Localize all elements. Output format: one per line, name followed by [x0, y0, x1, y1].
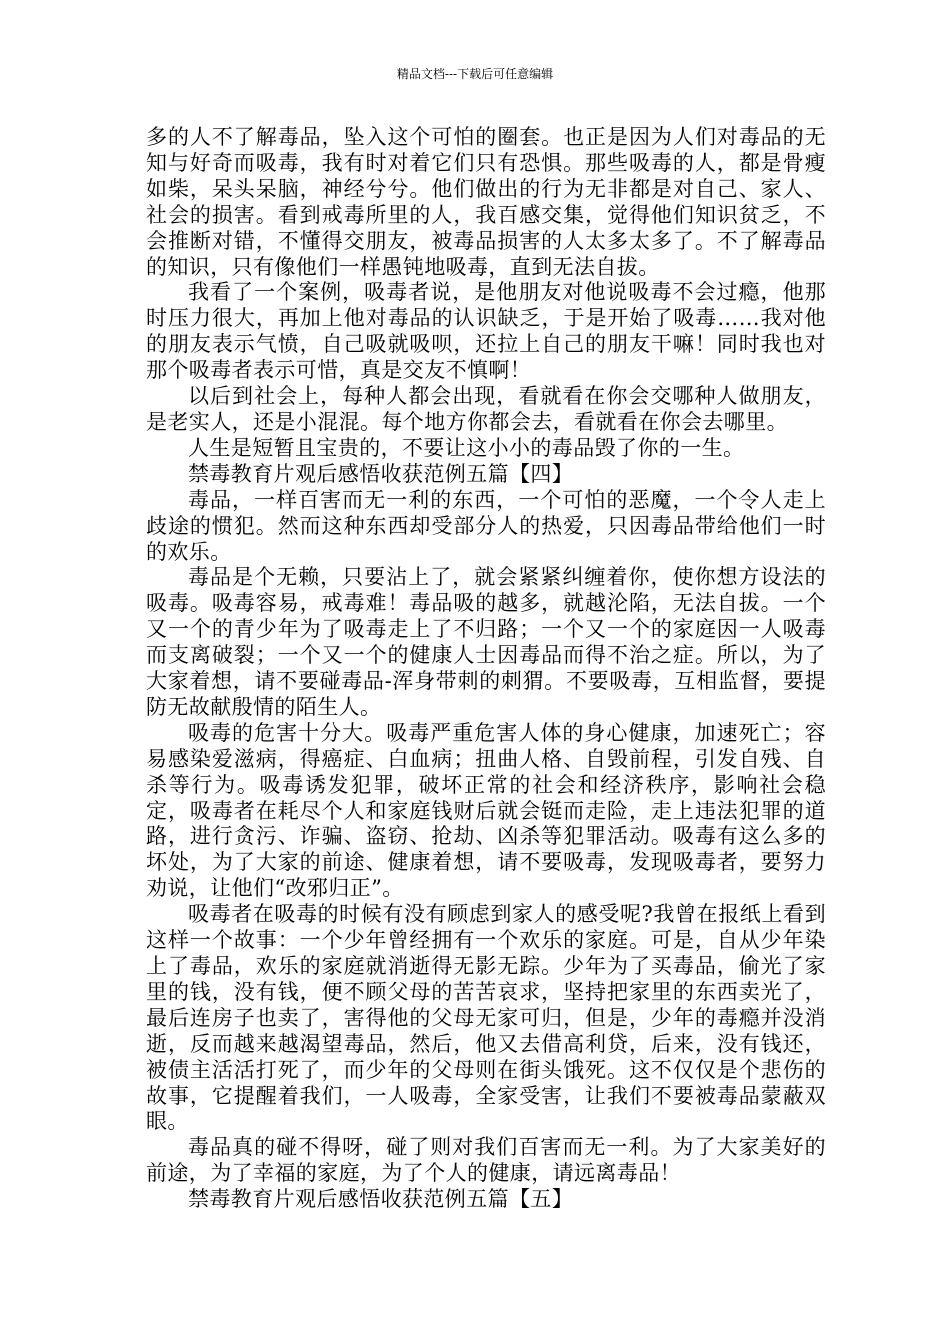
- paragraph-6: 毒品是个无赖，只要沾上了，就会紧紧纠缠着你，使你想方设法的吸毒。吸毒容易，戒毒难！毒品吸的越多，就越沦陷，无法自拔。一个又一个的青少年为了吸毒走上了不归路；一个又一个的家庭因一人吸毒而支离破裂；一个又一个的健康人士因毒品而得不治之症。所以，为了大家着想，请不要碰毒品-浑身带刺的刺猬。不要吸毒，互相监督，要提防无故献殷情的陌生人。: [146, 565, 826, 719]
- paragraph-4: 人生是短暂且宝贵的，不要让这小小的毒品毁了你的一生。: [188, 435, 745, 460]
- paragraph-2: 我看了一个案例，吸毒者说，是他朋友对他说吸毒不会过瘾，他那时压力很大，再加上他对毒品的认识缺乏，于是开始了吸毒……我对他的朋友表示气愤，自己吸就吸呗，还拉上自己的朋友干嘛！同时我也对那个吸毒者表示可惜，真是交友不慎啊！: [146, 280, 826, 383]
- paragraph-7: 吸毒的危害十分大。吸毒严重危害人体的身心健康，加速死亡；容易感染爱滋病，得癌症、白血病；扭曲人格、自毁前程，引发自残、自杀等行为。吸毒诱发犯罪，破坏正常的社会和经济秩序，影响社会稳定，吸毒者在耗尽个人和家庭钱财后就会铤而走险，走上违法犯罪的道路，进行贪污、诈骗、盗窃、抢劫、凶杀等犯罪活动。吸毒有这么多的坏处，为了大家的前途、健康着想，请不要吸毒，发现吸毒者，要努力劝说，让他们“改邪归正”。: [146, 720, 826, 901]
- section-heading-4: 禁毒教育片观后感悟收获范例五篇【四】: [188, 461, 574, 486]
- paragraph-3: 以后到社会上，每种人都会出现，看就看在你会交哪种人做朋友，是老实人，还是小混混。每个地方你都会去，看就看在你会去哪里。: [146, 384, 826, 434]
- paragraph-1: 多的人不了解毒品，坠入这个可怕的圈套。也正是因为人们对毒品的无知与好奇而吸毒，我有时对着它们只有恐惧。那些吸毒的人，都是骨瘦如柴，呆头呆脑，神经兮兮。他们做出的行为无非都是对自己、家人、社会的损害。看到戒毒所里的人，我百感交集，觉得他们知识贫乏，不会推断对错，不懂得交朋友，被毒品损害的人太多太多了。不了解毒品的知识，只有像他们一样愚钝地吸毒，直到无法自拔。: [146, 125, 826, 279]
- paragraph-9: 毒品真的碰不得呀，碰了则对我们百害而无一利。为了大家美好的前途，为了幸福的家庭，为了个人的健康，请远离毒品！: [146, 1135, 826, 1186]
- document-body: [146, 125, 826, 1213]
- page-header: 精品文档---下载后可任意编辑: [396, 67, 554, 81]
- section-heading-5: 禁毒教育片观后感悟收获范例五篇【五】: [188, 1187, 574, 1212]
- paragraph-5: 毒品，一样百害而无一利的东西，一个可怕的恶魔，一个令人走上歧途的惯犯。然而这种东西却受部分人的热爱，只因毒品带给他们一时的欢乐。: [146, 487, 826, 564]
- paragraph-8: 吸毒者在吸毒的时候有没有顾虑到家人的感受呢?我曾在报纸上看到这样一个故事：一个少年曾经拥有一个欢乐的家庭。可是，自从少年染上了毒品，欢乐的家庭就消逝得无影无踪。少年为了买毒品，偷光了家里的钱，没有钱，便不顾父母的苦苦哀求，坚持把家里的东西卖光了，最后连房子也卖了，害得他的父母无家可归，但是，少年的毒瘾并没消逝，反而越来越渴望毒品，然后，他又去借高利贷，后来，没有钱还，被债主活活打死了，而少年的父母则在街头饿死。这不仅仅是个悲伤的故事，它提醒着我们，一人吸毒，全家受害，让我们不要被毒品蒙蔽双眼。: [146, 902, 826, 1134]
